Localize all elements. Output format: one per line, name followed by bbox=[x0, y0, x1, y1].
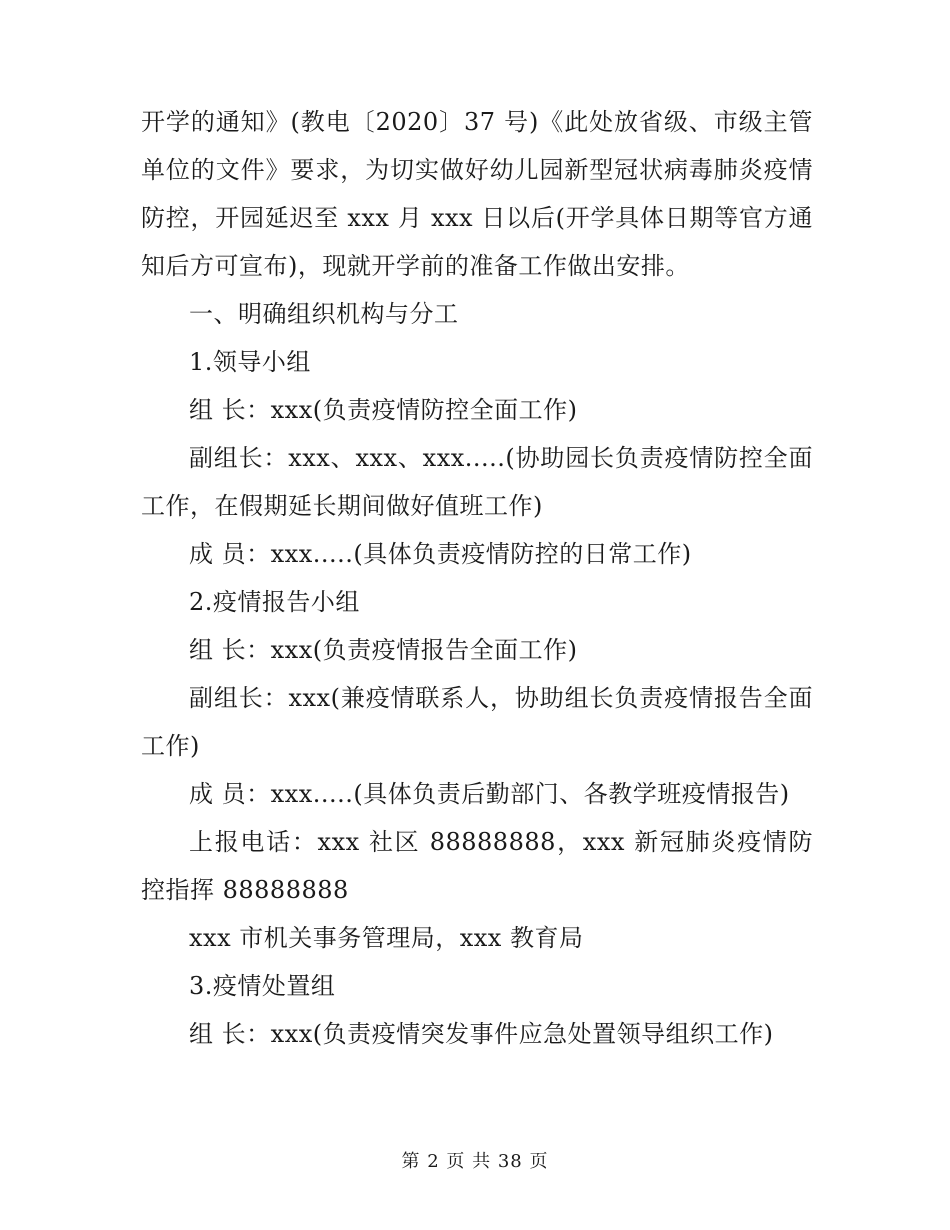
paragraph: 副组长：xxx(兼疫情联系人，协助组长负责疫情报告全面工作) bbox=[141, 684, 813, 760]
document-body bbox=[141, 98, 813, 1058]
paragraph: xxx 市机关事务管理局，xxx 教育局 bbox=[189, 924, 584, 952]
paragraph: 组 长：xxx(负责疫情突发事件应急处置领导组织工作) bbox=[189, 1020, 774, 1048]
subsection-heading: 3.疫情处置组 bbox=[189, 972, 336, 1000]
paragraph: 开学的通知》(教电〔2020〕37 号)《此处放省级、市级主管单位的文件》要求，为切实做好幼儿园新型冠状病毒肺炎疫情防控，开园延迟至 xxx 月 xxx 日以后(开学具体日期等官方通知后方可宣布)，现就开学前的准备工作做出安排。 bbox=[141, 108, 813, 280]
paragraph: 上报电话：xxx 社区 88888888，xxx 新冠肺炎疫情防控指挥 88888888 bbox=[141, 828, 813, 904]
paragraph: 副组长：xxx、xxx、xxx.....(协助园长负责疫情防控全面工作，在假期延长期间做好值班工作) bbox=[141, 444, 813, 520]
paragraph: 组 长：xxx(负责疫情报告全面工作) bbox=[189, 636, 578, 664]
section-heading: 一、明确组织机构与分工 bbox=[189, 300, 459, 328]
subsection-heading: 1.领导小组 bbox=[189, 348, 311, 376]
paragraph: 成 员：xxx.....(具体负责后勤部门、各教学班疫情报告) bbox=[189, 780, 790, 808]
subsection-heading: 2.疫情报告小组 bbox=[189, 588, 360, 616]
paragraph: 组 长：xxx(负责疫情防控全面工作) bbox=[189, 396, 578, 424]
page-number-footer: 第 2 页 共 38 页 bbox=[401, 1151, 549, 1172]
paragraph: 成 员：xxx.....(具体负责疫情防控的日常工作) bbox=[189, 540, 692, 568]
